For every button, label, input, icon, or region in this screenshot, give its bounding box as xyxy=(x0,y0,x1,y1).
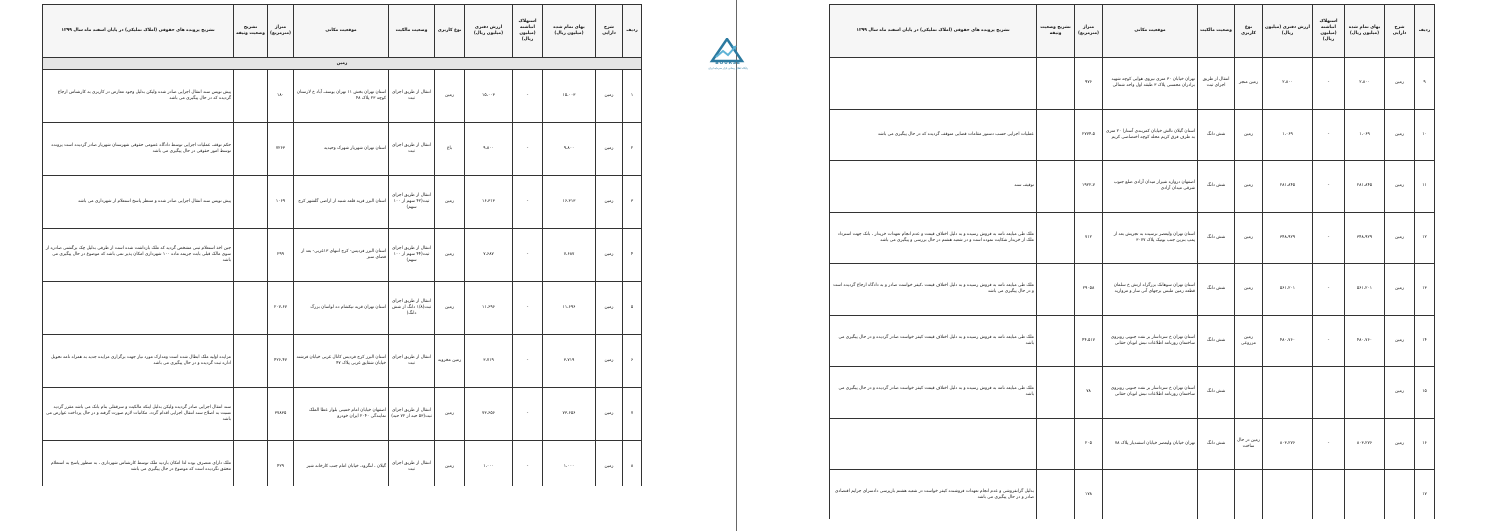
cell-ownership: شش دانگ xyxy=(1198,212,1235,264)
cell-legal-description xyxy=(830,418,1037,470)
cell-usage: زمین xyxy=(435,388,465,441)
cell-collateral xyxy=(234,441,268,487)
cell-row-number: ۱۳ xyxy=(1415,264,1435,316)
cell-asset: زمین xyxy=(1385,161,1415,213)
cell-location: اصفهان دروازه شیراز میدان آزادی ضلع جنوب شرقی میدان آزادی xyxy=(1103,161,1198,213)
cell-row-number: ۱ xyxy=(623,70,642,123)
cell-book-value: ۸۰۳،۲۷۶ xyxy=(1263,418,1313,470)
cell-collateral xyxy=(1037,470,1075,520)
cell-depreciation: - xyxy=(1313,161,1345,213)
cell-collateral xyxy=(234,388,268,441)
cell-usage: زمین در حال ساخت xyxy=(1235,418,1263,470)
cell-legal-description: توقیف سند xyxy=(830,161,1037,213)
cell-depreciation: - xyxy=(1313,315,1345,367)
cell-area: ۹۷۶ xyxy=(1075,58,1103,110)
cell-location: استان تهران سوهانک بزرگراه ارتش خ سلمان قطعه زمین ملبس برجهای آتی ساز و مروارید xyxy=(1103,264,1198,316)
cell-row-number: ۱۰ xyxy=(1415,109,1435,161)
header-book-value: ارزش دفتری (میلیون ریال) xyxy=(465,5,513,58)
cell-legal-description: مزایده اولیه ملک ابطال شده است ومدارک مورد نیاز جهت برگزاری مزایده جدید به همراه نامه تحویل اداره ثبت گردیده و در حال پیگیری می باشد xyxy=(43,335,234,388)
cell-legal-description: عملیات اجرایی حسب دستور مقامات قضایی متوقف گردیده که در حال پیگیری می باشد xyxy=(830,109,1037,161)
cell-area: ۲۰۷،۶۷ xyxy=(268,282,294,335)
cell-legal-description xyxy=(830,58,1037,110)
cell-row-number: ۷ xyxy=(623,388,642,441)
cell-ownership: انتقال از طریق اجرای ثبت xyxy=(389,123,435,176)
cell-location: استان تهران قریه تیکشام ده لواسان بزرگ xyxy=(294,282,389,335)
cell-location: اصفهان خیابان امام خمینی بلوار عطا الملک نمایندگی ۲۰۴۰ ایران خودرو xyxy=(294,388,389,441)
cell-legal-description: حکم توقف عملیات اجرایی توسط دادگاه عمومی حقوقی شهرستان شهریار صادر گردیده است پرونده توسط امور حقوقی در حال پیگیری می باشد xyxy=(43,123,234,176)
cell-depreciation: - xyxy=(513,176,543,229)
cell-asset: زمین xyxy=(1385,418,1415,470)
cell-row-number: ۵ xyxy=(623,282,642,335)
header-location: موقعیت مکانی xyxy=(294,5,389,58)
cell-row-number: ۲ xyxy=(623,123,642,176)
cell-depreciation: - xyxy=(1313,58,1345,110)
cell-book-value: ۳،۷۱۹ xyxy=(465,335,513,388)
cell-depreciation xyxy=(1313,367,1345,419)
cell-row-number: ۱۷ xyxy=(1415,470,1435,520)
table-row xyxy=(830,367,1435,419)
cell-usage: زمین منجر xyxy=(1235,58,1263,110)
cell-location: استان تهران خ سرداسار بر نفت جنوبی روبروی ساختمان روزنامه اطلاعات نبش اتوبان حقانی xyxy=(1103,367,1198,419)
cell-depreciation: - xyxy=(1313,109,1345,161)
table-row xyxy=(43,176,642,229)
cell-area: ۱۷۸ xyxy=(1075,470,1103,520)
cell-ownership: شش دانگ xyxy=(1198,315,1235,367)
cell-legal-description: جبن اخذ استعلام ثبتی مشخص گردید که ملک بازداشت شده است از طرفی بدلیل چک برگشتی صادره از سوی مالک قبلی بابت جریمه ماده ۱۰۰ شهرداری امکان پذیر نمی باشد که موضوع در حال پیگیری می باشد xyxy=(43,229,234,282)
cell-asset: زمین xyxy=(1385,212,1415,264)
cell-ownership: شش دانگ xyxy=(1198,161,1235,213)
section-row xyxy=(43,58,642,70)
cell-cost: ۹،۸۰۰ xyxy=(543,123,596,176)
cell-cost: ۲۸۱،۸۴۵ xyxy=(1345,161,1385,213)
cell-cost: ۱،۰۰۰ xyxy=(543,441,596,487)
cell-asset: زمین xyxy=(1385,264,1415,316)
header-location: موقعیت مکانی xyxy=(1103,5,1198,58)
cell-location: استان البرز کرج فردیس کانال غربی خیابان فرشته خیابان شقایق غربی پلاک ۴۷ xyxy=(294,335,389,388)
cell-legal-description: سند انتقال اجرایی صادر گردیده ولیکن بدلیل اینکه مالکیت و سرقفلی بنام بانک می باشد مقرر گردید نسبت به اصلاح سند انتقال اجرایی اقدام گردد. مکاتبات لازم صورت گرفته و در حال پرداخت عوارض می باشد xyxy=(43,388,234,441)
cell-book-value: ۹،۸۰۰ xyxy=(465,123,513,176)
header-asset: شرح دارایی xyxy=(596,5,623,58)
cell-cost: ۴۸۰،۷۶۰ xyxy=(1345,315,1385,367)
cell-depreciation: - xyxy=(513,123,543,176)
cell-ownership: انتقال از طریق اجرای ثبت xyxy=(389,441,435,487)
cell-usage: زمین xyxy=(435,176,465,229)
table-row xyxy=(43,123,642,176)
cell-usage: زمین xyxy=(435,282,465,335)
header-area: متراژ (مترمربع) xyxy=(268,5,294,58)
section-label: زمین xyxy=(43,58,642,70)
cell-cost: ۳،۷۱۹ xyxy=(543,335,596,388)
right-page xyxy=(829,4,1435,519)
cell-row-number: ۶ xyxy=(623,335,642,388)
cell-usage: زمین xyxy=(435,70,465,123)
cell-asset: زمین xyxy=(596,388,623,441)
cell-row-number: ۸ xyxy=(623,441,642,487)
cell-location: استان گیلان تالش خیابان کمربندی آستارا ۲۰ متری به طرف فرق کریم محله کوچه اختصاصی کریم xyxy=(1103,109,1198,161)
cell-asset: زمین xyxy=(1385,367,1415,419)
cell-area: ۷۱۲ xyxy=(1075,212,1103,264)
cell-area: ۷۲۶۳ xyxy=(268,123,294,176)
cell-ownership: شش دانگ xyxy=(1198,109,1235,161)
cell-collateral xyxy=(1037,418,1075,470)
cell-cost: ۱۵،۰۰۳ xyxy=(543,70,596,123)
cell-ownership: انتقال از طریق اجرای ثبت(۴۴ سهم از ۱۰۰ سهم) xyxy=(389,229,435,282)
cell-depreciation: - xyxy=(513,335,543,388)
cell-book-value: ۷،۶۸۷ xyxy=(465,229,513,282)
header-book-value: ارزش دفتری (میلیون ریال) xyxy=(1263,5,1313,58)
cell-depreciation: - xyxy=(513,441,543,487)
cell-row-number: ۹ xyxy=(1415,58,1435,110)
table-row xyxy=(830,315,1435,367)
cell-location: استان تهران خ سرداسار بر نفت جنوبی روبروی ساختمان روزنامه اطلاعات نبش اتوبان حقانی xyxy=(1103,315,1198,367)
cell-collateral xyxy=(234,282,268,335)
page-divider xyxy=(736,0,737,531)
cell-ownership: انتقال از طریق اجرای ثبت xyxy=(389,335,435,388)
cell-row-number: ۳ xyxy=(623,176,642,229)
logo-brand-text: BOURSE xyxy=(715,61,741,66)
cell-legal-description: ملک طی مبایعه نامه به فروش رسیده و به دلیل اختلاف قیمت کیفر خواست صادر گردیده و در حال پیگیری می باشد xyxy=(830,367,1037,419)
table-row xyxy=(830,161,1435,213)
cell-depreciation: - xyxy=(513,282,543,335)
cell-usage: زمین xyxy=(1235,109,1263,161)
cell-asset xyxy=(1385,470,1415,520)
cell-collateral xyxy=(1037,212,1075,264)
cell-legal-description xyxy=(43,282,234,335)
cell-book-value: ۲،۸۰۰ xyxy=(1263,58,1313,110)
cell-row-number: ۱۴ xyxy=(1415,315,1435,367)
cell-legal-description: ملک طی مبایعه نامه به فروش رسیده و به دلیل اختلاف قیمت ،کیفر خواست صادر و به دادگاه ارجاع گردیده است و در حال پیگیری می باشد xyxy=(830,264,1037,316)
cell-collateral xyxy=(234,335,268,388)
cell-depreciation: - xyxy=(1313,418,1345,470)
cell-collateral xyxy=(1037,264,1075,316)
cell-collateral xyxy=(234,70,268,123)
cell-area: ۴۲۶،۴۷ xyxy=(268,335,294,388)
cell-depreciation: - xyxy=(1313,264,1345,316)
header-depreciation: استهلاک انباشته (میلیون ریال) xyxy=(1313,5,1345,58)
cell-book-value: ۷۳،۶۵۶ xyxy=(465,388,513,441)
cell-usage: زمین xyxy=(1235,161,1263,213)
cell-location: گیلان ، لنگرود، خیابان امام جنب کارخانه شیر xyxy=(294,441,389,487)
cell-row-number: ۱۵ xyxy=(1415,367,1435,419)
cell-collateral xyxy=(1037,109,1075,161)
cell-legal-description: پیش نویس سند انتقال اجرایی صادر شده ولیکن بدلیل وجود معارض در کاربری به کارشناس ارجاع گردیده که در حال پیگیری می باشد xyxy=(43,70,234,123)
cell-cost xyxy=(1345,470,1385,520)
cell-depreciation: - xyxy=(513,388,543,441)
cell-location: تهران خیابان ۳۰ متری نیروی هوایی کوچه شهید برادران محسنی پلاک ۳ طبقه اول واحد شمالی xyxy=(1103,58,1198,110)
cell-cost: ۵۶۱،۲۰۱ xyxy=(1345,264,1385,316)
cell-area: ۱۰۶۹ xyxy=(268,176,294,229)
cell-area: ۴۴،۵۱۷ xyxy=(1075,315,1103,367)
cell-collateral xyxy=(234,176,268,229)
table-row xyxy=(43,70,642,123)
cell-collateral xyxy=(234,123,268,176)
cell-usage: زمین مزروعی xyxy=(1235,315,1263,367)
cell-legal-description: ملک دارای متصرف بوده لذا امکان بازدید ملک توسط کارشناس شهرداری ، به منظور پاسخ به استعلام محقق نگردیده است که موضوع در حال پیگیری می باشد xyxy=(43,441,234,487)
cell-area: ۱۹۲۲،۷ xyxy=(1075,161,1103,213)
header-legal-description: تشریح پرونده های حقوقی (املاک تملیکی) در پایان اسفند ماه سال ۱۳۹۹ xyxy=(43,5,234,58)
cell-ownership: انتقال از طریق اجرای ثبت(۵۳ حبه از ۷۲ حبه) xyxy=(389,388,435,441)
cell-area: ۷۸ xyxy=(1075,367,1103,419)
cell-usage: زمین xyxy=(435,441,465,487)
table-row xyxy=(43,229,642,282)
cell-location: استان البرز قریه قلعه شنبه از اراضی گلشهر کرج xyxy=(294,176,389,229)
header-legal-description: تشریح پرونده های حقوقی (املاک تملیکی) در پایان اسفند ماه سال ۱۳۹۹ xyxy=(830,5,1037,58)
cell-asset: زمین xyxy=(596,123,623,176)
cell-location: استان تهران ولیعصر نرسیده به تجریش بعد از پمپ بنزین جنب بوتیک پلاک ۳۰۷۷ xyxy=(1103,212,1198,264)
cell-location: استان تهران بخش ۱۱ تهران یوسف آباد خ لارستان کوچه ۲۳ پلاک ۴۸ xyxy=(294,70,389,123)
cell-ownership: انتقال از طریق اجرای ثبت xyxy=(1198,58,1235,110)
cell-usage: زمین xyxy=(435,229,465,282)
cell-cost: ۱۱،۶۹۶ xyxy=(543,282,596,335)
header-ownership: وضعیت مالکیت xyxy=(1198,5,1235,58)
cell-cost: ۲،۸۰۰ xyxy=(1345,58,1385,110)
table-row xyxy=(830,58,1435,110)
cell-ownership: انتقال از طریق اجرای ثبت(۴۲ سهم از ۱۰۰ سهم) xyxy=(389,176,435,229)
cell-usage xyxy=(1235,470,1263,520)
cell-usage: زمین xyxy=(1235,212,1263,264)
header-collateral: تشریح وضعیت وثیقه xyxy=(234,5,268,58)
table-row xyxy=(830,418,1435,470)
table-row xyxy=(830,212,1435,264)
header-cost: بهای تمام شده (میلیون ریال) xyxy=(543,5,596,58)
cell-cost: ۱۶،۳۱۳ xyxy=(543,176,596,229)
cell-book-value xyxy=(1263,470,1313,520)
cell-cost xyxy=(1345,367,1385,419)
cell-asset: زمین xyxy=(596,176,623,229)
cell-area: ۲۷۷۴،۵ xyxy=(1075,109,1103,161)
cell-asset: زمین xyxy=(1385,58,1415,110)
cell-collateral xyxy=(1037,315,1075,367)
cell-collateral xyxy=(234,229,268,282)
cell-cost: ۸۰۳،۲۷۶ xyxy=(1345,418,1385,470)
cell-area: ۳۷۸۳۵ xyxy=(268,388,294,441)
cell-usage xyxy=(1235,367,1263,419)
cell-collateral xyxy=(1037,367,1075,419)
cell-cost: ۱،۰۶۹ xyxy=(1345,109,1385,161)
cell-cost: ۷،۶۸۷ xyxy=(543,229,596,282)
cell-row-number: ۱۲ xyxy=(1415,212,1435,264)
cell-row-number: ۱۶ xyxy=(1415,418,1435,470)
cell-row-number: ۱۱ xyxy=(1415,161,1435,213)
cell-book-value: ۱،۰۶۹ xyxy=(1263,109,1313,161)
cell-collateral xyxy=(1037,58,1075,110)
table-row xyxy=(830,470,1435,520)
cell-depreciation: - xyxy=(513,229,543,282)
cell-legal-description: ملک طی مبایعه نامه به فروش رسیده و به دلیل اختلاف قیمت و عدم انجام تعهدات خریدار ، بانک جهت استرداد ملک از خریدار شکایت نموده است و در شعبه هشتم در حال بررسی و پیگیری می باشد xyxy=(830,212,1037,264)
cell-area: ۲۹۰۵۸ xyxy=(1075,264,1103,316)
cell-row-number: ۴ xyxy=(623,229,642,282)
cell-location: استان البرز فردیس- کرج انتهای ۱۳غربی- بعد از فضای سبز xyxy=(294,229,389,282)
cell-legal-description: ملک طی مبایعه نامه به فروش رسیده و به دلیل اختلاف قیمت کیفر خواست صادر گردیده و در حال پیگیری می باشد xyxy=(830,315,1037,367)
cell-asset: زمین xyxy=(596,229,623,282)
header-depreciation: استهلاک انباشته (میلیون ریال) xyxy=(513,5,543,58)
cell-location: استان تهران شهریار شهرک وحیدیه xyxy=(294,123,389,176)
cell-depreciation: - xyxy=(513,70,543,123)
cell-asset: زمین xyxy=(1385,315,1415,367)
cell-legal-description: بدلیل گرانفروشی و عدم انجام تعهدات فروشنده کیفر خواست در شعبه هشتم بازپرسی دادسرای جرایم اقتصادی صادر و در حال پیگیری می باشد xyxy=(830,470,1037,520)
cell-usage: باغ xyxy=(435,123,465,176)
cell-asset: زمین xyxy=(596,282,623,335)
table-header-row xyxy=(830,5,1435,58)
table-header-row xyxy=(43,5,642,58)
cell-location: تهران خیابان ولیعصر خیابان اسفندیار پلاک ۷۸ xyxy=(1103,418,1198,470)
table-row xyxy=(43,282,642,335)
header-collateral: تشریح وضعیت وثیقه xyxy=(1037,5,1075,58)
cell-usage: زمین xyxy=(1235,264,1263,316)
cell-book-value: ۱،۰۰۰ xyxy=(465,441,513,487)
table-row xyxy=(830,264,1435,316)
cell-area: ۲۹۹ xyxy=(268,229,294,282)
cell-area: ۱۸۰ xyxy=(268,70,294,123)
cell-depreciation: - xyxy=(1313,212,1345,264)
left-page xyxy=(42,4,642,486)
cell-asset: زمین xyxy=(596,335,623,388)
assets-table-left xyxy=(42,4,642,486)
table-row xyxy=(830,109,1435,161)
cell-book-value: ۱۱،۶۹۶ xyxy=(465,282,513,335)
cell-ownership: انتقال از طریق اجرای ثبت xyxy=(389,70,435,123)
cell-asset: زمین xyxy=(596,441,623,487)
header-row-number: ردیف xyxy=(1415,5,1435,58)
cell-book-value xyxy=(1263,367,1313,419)
cell-cost: ۷۳،۶۵۶ xyxy=(543,388,596,441)
cell-depreciation xyxy=(1313,470,1345,520)
cell-cost: ۳۴۸،۹۲۹ xyxy=(1345,212,1385,264)
header-area: متراژ (مترمربع) xyxy=(1075,5,1103,58)
assets-table-right xyxy=(829,4,1435,519)
table-row xyxy=(43,388,642,441)
cell-area: ۲۰۵ xyxy=(1075,418,1103,470)
cell-book-value: ۲۸۱،۸۴۵ xyxy=(1263,161,1313,213)
table-row xyxy=(43,335,642,388)
cell-usage: زمین مخروبه xyxy=(435,335,465,388)
cell-book-value: ۵۶۱،۲۰۱ xyxy=(1263,264,1313,316)
cell-ownership: شش دانگ xyxy=(1198,264,1235,316)
header-usage: نوع کاربری xyxy=(1235,5,1263,58)
cell-asset: زمین xyxy=(1385,109,1415,161)
cell-ownership: شش دانگ xyxy=(1198,418,1235,470)
cell-ownership: شش دانگ xyxy=(1198,367,1235,419)
cell-book-value: ۳۴۸،۹۲۹ xyxy=(1263,212,1313,264)
header-usage: نوع کاربری xyxy=(435,5,465,58)
cell-collateral xyxy=(1037,161,1075,213)
header-ownership: وضعیت مالکیت xyxy=(389,5,435,58)
cell-area: ۴۲۹ xyxy=(268,441,294,487)
table-row xyxy=(43,441,642,487)
cell-book-value: ۱۵،۰۰۳ xyxy=(465,70,513,123)
header-cost: بهای تمام شده (میلیون ریال) xyxy=(1345,5,1385,58)
header-asset: شرح دارایی xyxy=(1385,5,1415,58)
cell-asset: زمین xyxy=(596,70,623,123)
logo-tagline: پایگاه اطلاع رسانی بازار سرمایه ایران xyxy=(708,67,748,70)
cell-location xyxy=(1103,470,1198,520)
cell-ownership: انتقال از طریق اجرای ثبت(۱/۸ دانگ از شش دانگ) xyxy=(389,282,435,335)
cell-book-value: ۱۶،۳۱۳ xyxy=(465,176,513,229)
cell-book-value: ۴۸۰،۷۶۰ xyxy=(1263,315,1313,367)
header-row-number: ردیف xyxy=(623,5,642,58)
cell-ownership xyxy=(1198,470,1235,520)
cell-legal-description: پیش نویس سند انتقال اجرایی صادر شده و منتظر پاسخ استعلام از شهرداری می باشد xyxy=(43,176,234,229)
